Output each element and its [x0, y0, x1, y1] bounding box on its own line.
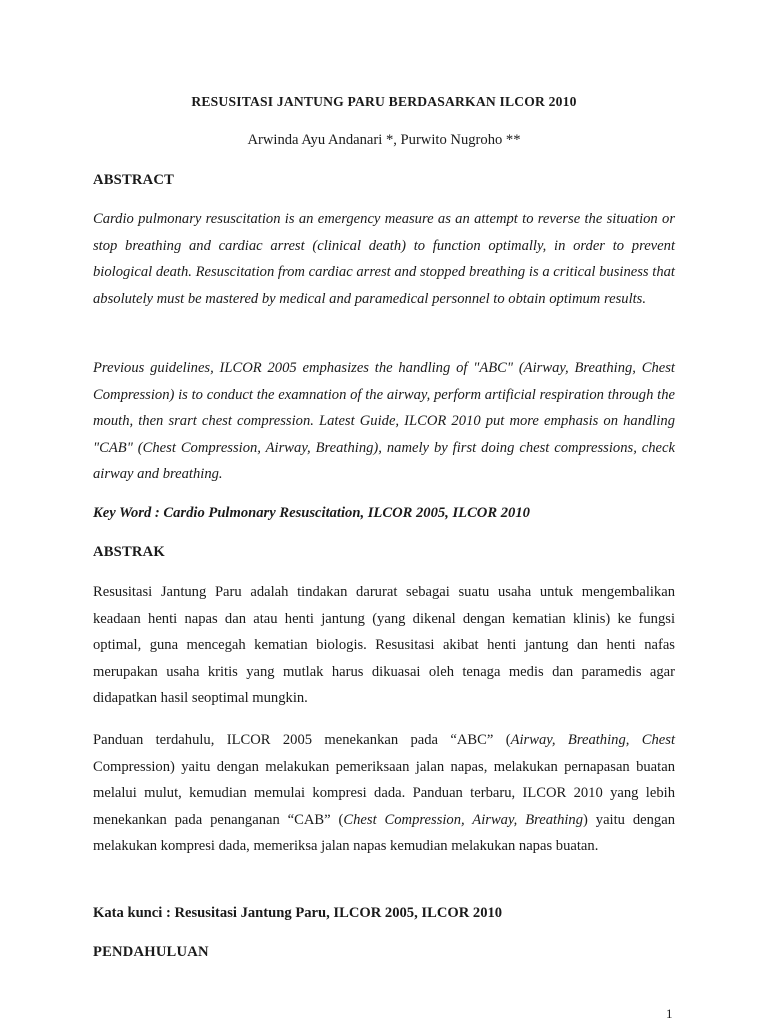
- abstract-heading: ABSTRACT: [93, 172, 175, 188]
- document-page: [93, 0, 675, 1024]
- page-number: 1: [666, 1006, 673, 1021]
- abstrak-keywords: Kata kunci : Resusitasi Jantung Paru, ILCOR 2005, ILCOR 2010: [93, 905, 503, 921]
- cab-terms: Chest Compression, Airway, Breathing: [343, 811, 584, 828]
- abstrak-paragraph-2-text-b: Compression) yaitu dengan melakukan pemeriksaan jalan napas, melakukan pernapasan buatan melalui mulut, kemudian memulai kompresi dada. Panduan terbaru, ILCOR 2010 yang lebih menekankan pada penanganan “CAB” (: [93, 758, 675, 828]
- abstract-paragraph-2: Previous guidelines, ILCOR 2005 emphasizes the handling of "ABC" (Airway, Breathing, Chest Compression) is to conduct the examnation of the airway, perform artificial respiration through the mouth, then srart chest compression. Latest Guide, ILCOR 2010 put more emphasis on handling "CAB" (Chest Compression, Airway, Breathing), namely by first doing chest compressions, check airway and breathing.: [93, 360, 675, 482]
- abstrak-heading: ABSTRAK: [93, 544, 165, 560]
- abstrak-paragraph-2-text-c: ) yaitu dengan melakukan kompresi dada, memeriksa jalan napas kemudian melakukan napas buatan.: [93, 811, 676, 854]
- author-line: Arwinda Ayu Andanari *, Purwito Nugroho **: [247, 132, 521, 148]
- abstrak-paragraph-2-text-a: Panduan terdahulu, ILCOR 2005 menekankan pada “ABC” (: [93, 732, 511, 748]
- abstrak-paragraph-1: Resusitasi Jantung Paru adalah tindakan darurat sebagai suatu usaha untuk mengembalikan keadaan henti napas dan atau henti jantung (yang dikenal dengan kematian klinis) ke fungsi optimal, guna mencegah kematian biologis. Resusitasi akibat henti jantung dan henti nafas merupakan usaha kritis yang mutlak harus dikuasai oleh tenaga medis dan paramedis agar didapatkan hasil seoptimal mungkin.: [93, 584, 675, 706]
- abstract-paragraph-1: Cardio pulmonary resuscitation is an emergency measure as an attempt to reverse the situation or stop breathing and cardiac arrest (clinical death) to function optimally, in order to prevent biological death. Resuscitation from cardiac arrest and stopped breathing is a critical business that absolutely must be mastered by medical and paramedical personnel to obtain optimum results.: [93, 211, 675, 307]
- abstract-keywords: Key Word : Cardio Pulmonary Resuscitation, ILCOR 2005, ILCOR 2010: [93, 505, 530, 521]
- paper-title: RESUSITASI JANTUNG PARU BERDASARKAN ILCOR 2010: [191, 94, 577, 109]
- abstrak-paragraph-2: [93, 727, 675, 860]
- introduction-heading: PENDAHULUAN: [93, 944, 209, 960]
- abc-terms: Airway, Breathing, Chest: [510, 732, 675, 748]
